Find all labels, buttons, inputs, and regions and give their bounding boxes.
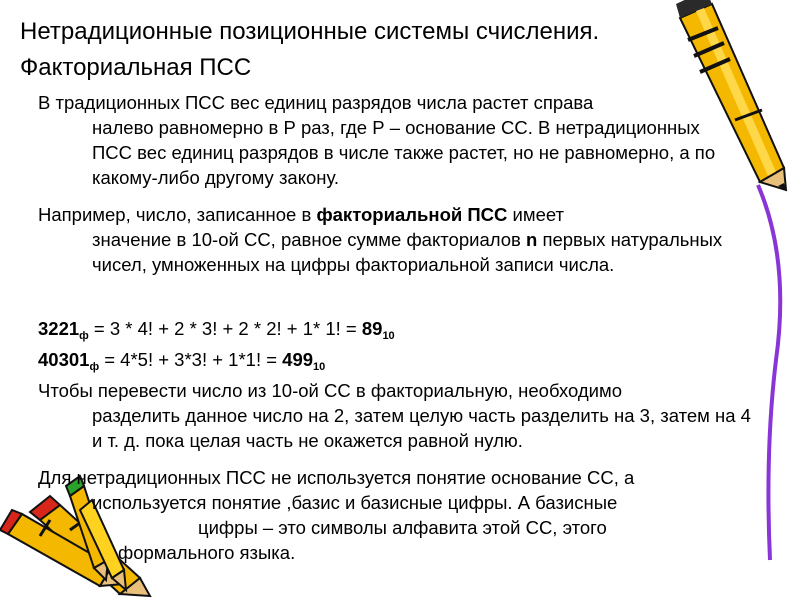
formula-result-sub: 10 <box>313 361 326 373</box>
paragraph-basis-line4: формального языка. <box>118 542 296 563</box>
formula-base-sub: ф <box>79 330 89 342</box>
paragraph-traditional-first: В традиционных ПСС вес единиц разрядов числа растет справа <box>38 92 594 113</box>
paragraph-factorial-rest <box>38 227 732 277</box>
formula-base-sub: ф <box>89 361 100 373</box>
paragraph-conversion <box>38 378 763 453</box>
formula-number: 3221 <box>38 318 80 339</box>
text-part: Например, число, записанное в <box>38 204 317 225</box>
text-part: имеет <box>507 204 565 225</box>
text-part: первых натуральных чисел, умноженных на цифры факториальной записи числа. <box>92 229 723 275</box>
formula-result-sub: 10 <box>382 330 395 342</box>
paragraph-factorial-first <box>38 202 763 227</box>
paragraph-basis <box>38 465 763 565</box>
slide-title-line1: Нетрадиционные позиционные системы счисления. <box>20 18 600 45</box>
paragraph-factorial-example <box>38 202 763 277</box>
formula-expression: = 3 * 4! + 2 * 3! + 2 * 2! + 1* 1! = <box>88 318 362 339</box>
paragraph-traditional-rest: налево равномерно в Р раз, где Р – основание СС. В нетрадиционных ПСС вес единиц разрядов в числе также растет, но не равномерно, а по какому-либо другому закону. <box>92 117 716 188</box>
bold-term: факториальной ПСС <box>316 204 508 225</box>
slide-title <box>20 14 700 86</box>
slide-title-line2: Факториальная ПСС <box>20 54 252 81</box>
paragraph-conversion-rest: разделить данное число на 2, затем целую часть разделить на 3, затем на 4 и т. д. пока целая часть не окажется равной нулю. <box>92 405 751 451</box>
formula-expression: = 4*5! + 3*3! + 1*1! = <box>99 349 283 370</box>
formula-result: 89 <box>361 318 383 339</box>
formula-number: 40301 <box>38 349 90 370</box>
formula-3221 <box>38 316 395 341</box>
bold-n: n <box>526 229 538 250</box>
paragraph-traditional <box>38 90 763 190</box>
paragraph-conversion-first: Чтобы перевести число из 10-ой СС в факториальную, необходимо <box>38 380 623 401</box>
text-part: значение в 10-ой СС, равное сумме факториалов <box>92 229 526 250</box>
paragraph-basis-line2: используется понятие ,базис и базисные цифры. А базисные <box>92 492 618 513</box>
formula-40301 <box>38 347 325 372</box>
paragraph-basis-line1: Для нетрадиционных ПСС не используется понятие основание СС, а <box>38 467 635 488</box>
paragraph-basis-line3: цифры – это символы алфавита этой СС, этого <box>198 517 607 538</box>
formula-result: 499 <box>282 349 314 370</box>
